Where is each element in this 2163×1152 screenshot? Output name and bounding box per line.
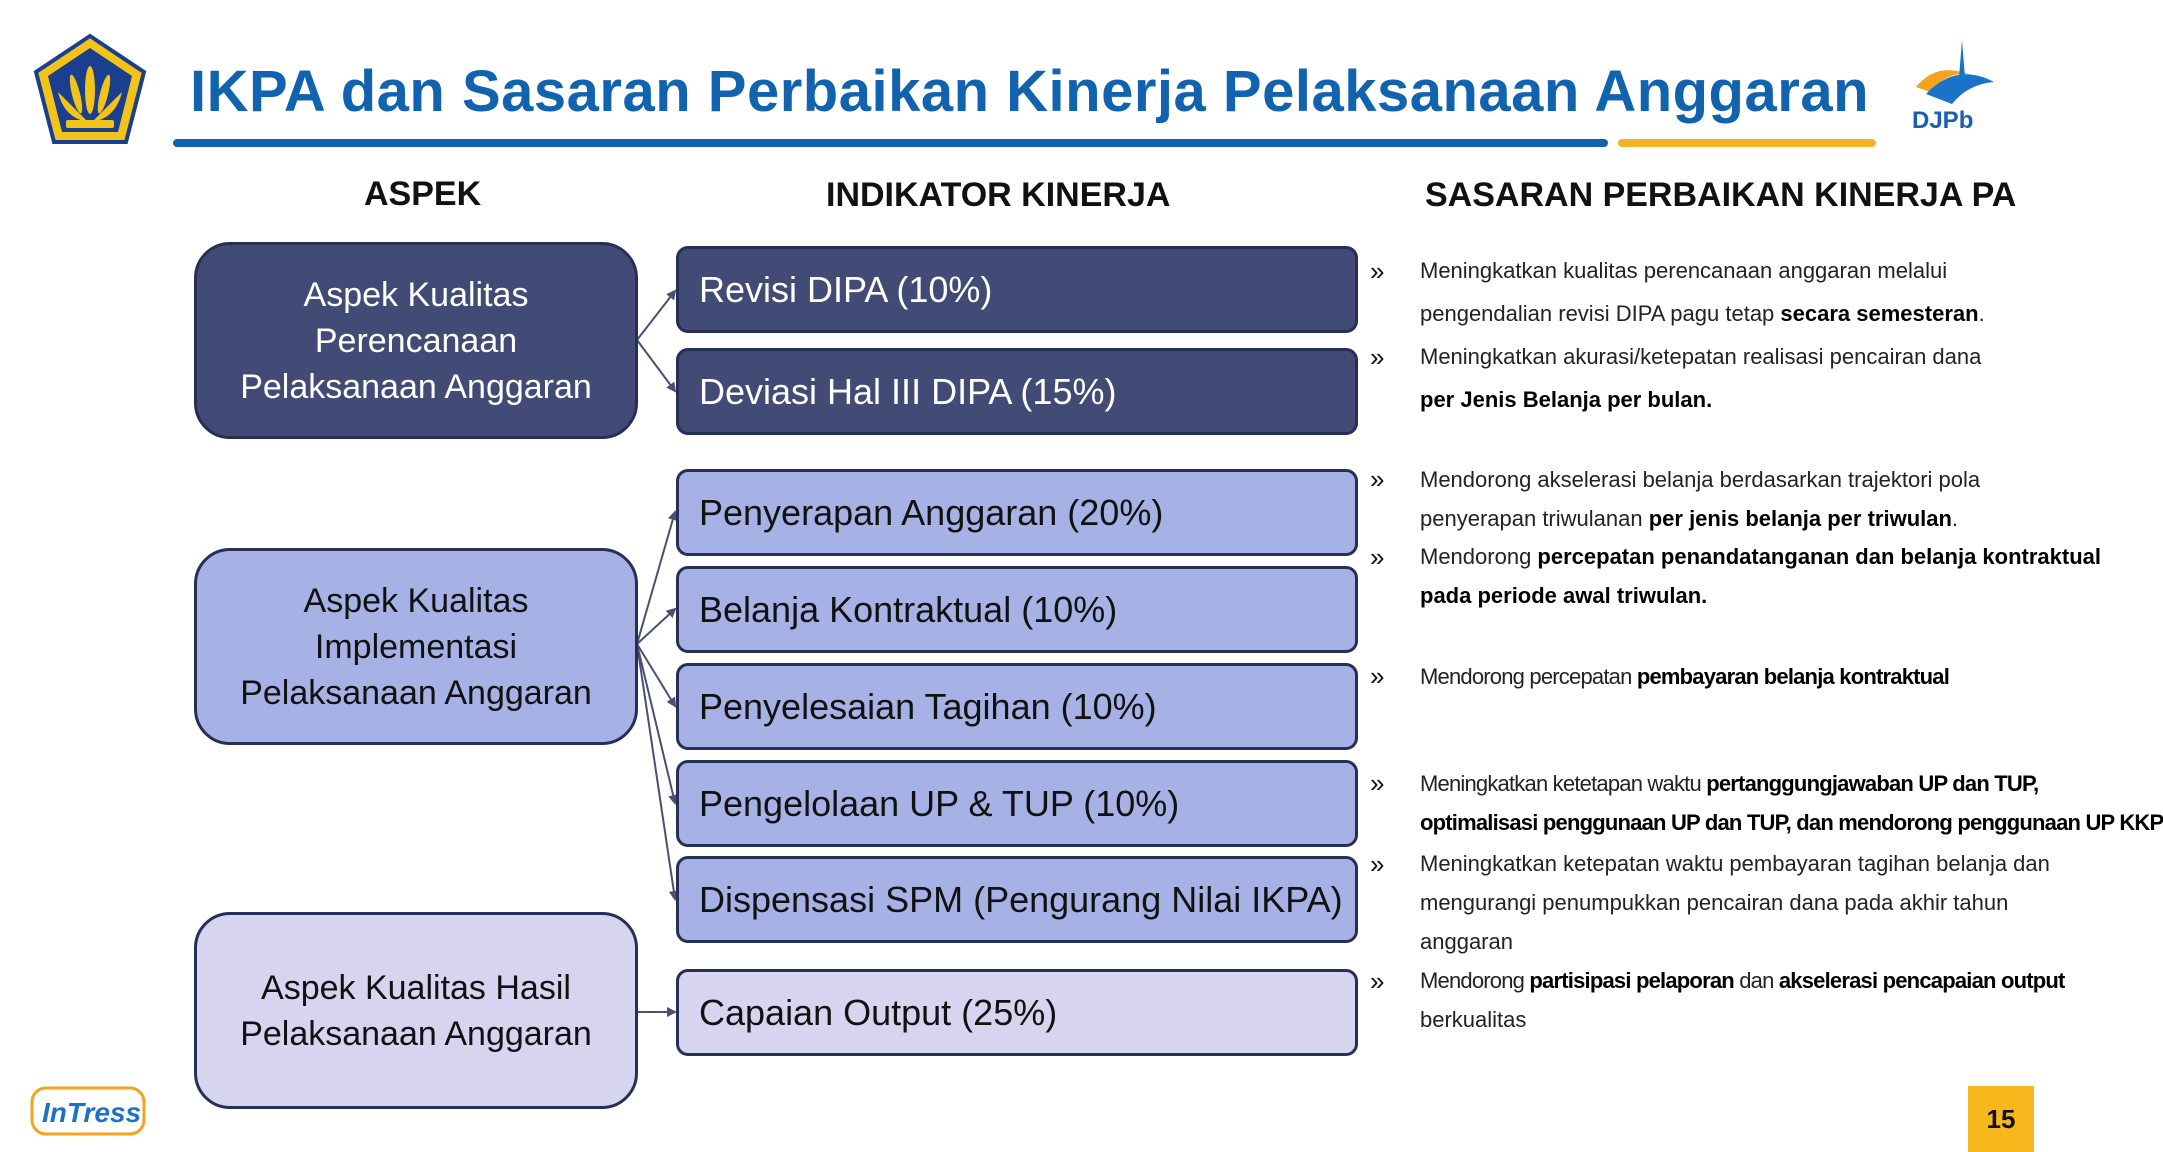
target-text: anggaran <box>1420 929 1513 954</box>
bullet-chevron: » <box>1370 966 1385 996</box>
aspect-box-perencanaan <box>194 242 638 439</box>
target-text: Meningkatkan kualitas perencanaan anggaran melalui <box>1420 258 1948 283</box>
target-text: pengendalian revisi DIPA pagu tetap <box>1420 301 1781 326</box>
target-text: . <box>1978 301 1985 326</box>
indicator-penyerapan-anggaran <box>676 469 1358 556</box>
target-text-bold: percepatan penandatanganan dan belanja kontraktual <box>1537 544 2101 569</box>
indicator-label: Belanja Kontraktual (10%) <box>699 588 1118 630</box>
bullet-chevron: » <box>1370 768 1385 798</box>
target-line <box>1420 387 1712 413</box>
intress-logo <box>30 1086 146 1136</box>
indicator-pengelolaan-up-tup <box>676 760 1358 847</box>
indicator-label: Deviasi Hal III DIPA (15%) <box>699 370 1117 412</box>
target-text: dan <box>1733 968 1779 993</box>
column-header-indikator: INDIKATOR KINERJA <box>826 176 1171 214</box>
indicator-label: Capaian Output (25%) <box>699 991 1058 1033</box>
aspect-label: Aspek Kualitas Hasil Pelaksanaan Anggaran <box>240 968 592 1053</box>
indicator-label: Revisi DIPA (10%) <box>699 268 993 310</box>
indicator-deviasi-dipa <box>676 348 1358 435</box>
indicator-label: Penyerapan Anggaran (20%) <box>699 491 1164 533</box>
bullet-chevron: » <box>1370 849 1385 879</box>
column-header-aspek: ASPEK <box>364 175 482 213</box>
target-line <box>1420 1007 1526 1033</box>
intress-logo-text: InTress <box>42 1097 142 1128</box>
target-line <box>1420 258 1947 284</box>
indicator-revisi-dipa <box>676 246 1358 333</box>
target-text-bold: secara semesteran <box>1780 301 1979 326</box>
indicator-label: Penyelesaian Tagihan (10%) <box>699 685 1157 727</box>
aspect-label: Aspek Kualitas Implementasi Pelaksanaan Anggaran <box>240 581 592 712</box>
target-text-bold: partisipasi pelaporan <box>1529 968 1734 993</box>
connector-aspect2-penyerapan <box>637 512 675 644</box>
page-number: 15 <box>1968 1086 2034 1152</box>
page-title: IKPA dan Sasaran Perbaikan Kinerja Pelaksanaan Anggaran <box>190 59 1869 124</box>
target-line <box>1420 929 1513 955</box>
target-text-bold: pada periode awal triwulan. <box>1420 583 1708 608</box>
target-text: mengurangi penumpukkan pencairan dana pada akhir tahun <box>1420 890 2009 915</box>
target-text: Mendorong akselerasi belanja berdasarkan trajektori pola <box>1420 467 1981 492</box>
target-text: berkualitas <box>1420 1007 1527 1032</box>
bullet-chevron: » <box>1370 256 1385 286</box>
indicator-dispensasi-spm <box>676 856 1358 943</box>
aspect-box-hasil <box>194 912 638 1109</box>
target-text: Meningkatkan ketetapan waktu <box>1420 771 1707 796</box>
target-text: Meningkatkan akurasi/ketepatan realisasi pencairan dana <box>1420 344 1982 369</box>
target-line <box>1420 344 1981 370</box>
target-line <box>1420 771 2038 797</box>
target-text-bold: optimalisasi penggunaan UP dan TUP, dan mendorong penggunaan UP KKP <box>1420 810 2163 835</box>
target-text-bold: per jenis belanja per triwulan <box>1648 506 1952 531</box>
djpb-logo-text: DJPb <box>1912 107 1974 134</box>
target-text: penyerapan triwulanan <box>1420 506 1649 531</box>
target-text: Mendorong <box>1420 968 1530 993</box>
aspect-label: Aspek Kualitas Perencanaan Pelaksanaan Anggaran <box>240 275 592 406</box>
target-text-bold: akselerasi pencapaian output <box>1778 968 2065 993</box>
indicator-belanja-kontraktual <box>676 566 1358 653</box>
target-text: . <box>1951 506 1959 531</box>
target-line <box>1420 301 1985 327</box>
connector-aspect2-dispensasi <box>637 644 675 899</box>
target-line <box>1420 467 1980 493</box>
indicator-penyelesaian-tagihan <box>676 663 1358 750</box>
target-text-bold: pertanggungjawaban UP dan TUP, <box>1706 771 2039 796</box>
target-text-bold: per Jenis Belanja per bulan. <box>1420 387 1713 412</box>
target-line <box>1420 506 1958 532</box>
column-header-sasaran: SASARAN PERBAIKAN KINERJA PA <box>1425 176 2017 214</box>
bullet-chevron: » <box>1370 661 1385 691</box>
target-line <box>1420 583 1707 609</box>
connector-aspect1-revisi <box>637 291 675 340</box>
target-text-bold: pembayaran belanja kontraktual <box>1636 664 1950 689</box>
target-line <box>1420 810 2163 836</box>
connector-aspect2-uptup <box>637 644 675 803</box>
aspect-box-implementasi <box>194 548 638 745</box>
indicator-label: Dispensasi SPM (Pengurang Nilai IKPA) <box>699 878 1343 920</box>
target-line <box>1420 890 2008 916</box>
target-line <box>1420 664 1949 690</box>
target-line <box>1420 851 2050 877</box>
target-text: Meningkatkan ketepatan waktu pembayaran tagihan belanja dan <box>1420 851 2050 876</box>
bullet-chevron: » <box>1370 542 1385 572</box>
target-line <box>1420 968 2065 994</box>
bullet-chevron: » <box>1370 464 1385 494</box>
target-line <box>1420 544 2101 570</box>
connector-aspect2-tagihan <box>637 644 675 706</box>
target-text: Mendorong percepatan <box>1420 664 1637 689</box>
target-text: Mendorong <box>1420 544 1538 569</box>
indicator-label: Pengelolaan UP & TUP (10%) <box>699 782 1180 824</box>
connector-aspect1-deviasi <box>637 340 675 391</box>
bullet-chevron: » <box>1370 342 1385 372</box>
indicator-capaian-output <box>676 969 1358 1056</box>
